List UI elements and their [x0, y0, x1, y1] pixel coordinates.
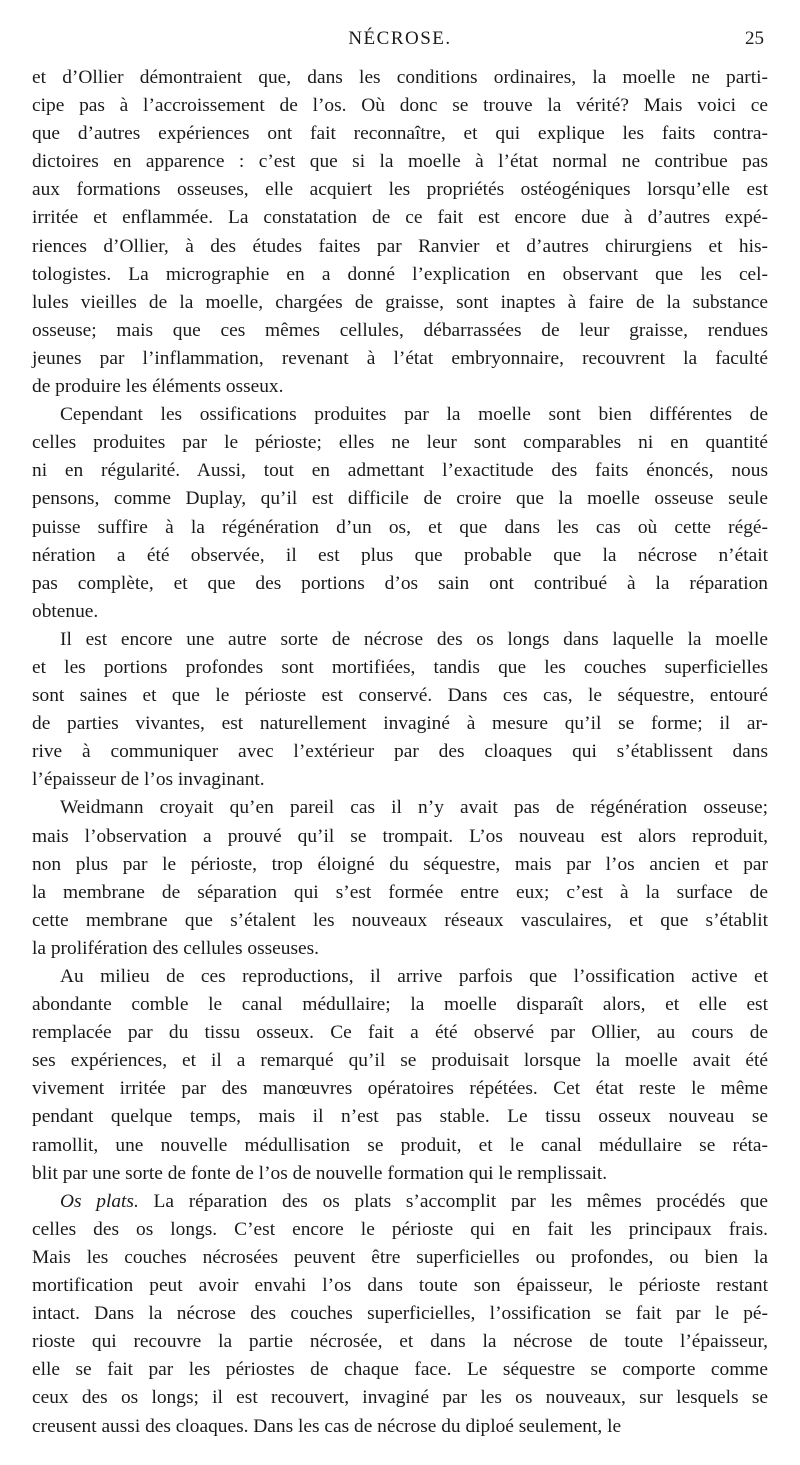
page-number: 25	[745, 28, 764, 49]
paragraph	[32, 401, 768, 626]
text-line: mais l’observation a prouvé qu’il se trompait. L’os nouveau est alors reproduit,	[32, 825, 768, 847]
text-line: ni en régularité. Aussi, tout en admettant l’exactitude des faits énoncés, nous	[32, 460, 768, 482]
text-line: osseuse; mais que ces mêmes cellules, débarrassées de leur graisse, rendues	[32, 319, 768, 341]
text-line: mortification peut avoir envahi l’os dans toute son épaisseur, le périoste restant	[32, 1275, 768, 1297]
running-title: NÉCROSE.	[348, 28, 452, 49]
text-line: Mais les couches nécrosées peuvent être superficielles ou profondes, ou bien la	[32, 1246, 768, 1268]
text-line: de produire les éléments osseux.	[32, 376, 284, 398]
text-line: cipe pas à l’accroissement de l’os. Où donc se trouve la vérité? Mais voici ce	[32, 95, 768, 117]
text-line: obtenue.	[32, 600, 99, 622]
text-line: celles produites par le périoste; elles ne leur sont comparables ni en quantité	[32, 432, 768, 454]
text-line: irritée et enflammée. La constatation de ce fait est encore due à d’autres expé-	[32, 207, 768, 229]
paragraph	[32, 1188, 768, 1441]
section-lead: Os plats.	[60, 1190, 139, 1212]
text-line: jeunes par l’inflammation, revenant à l’état embryonnaire, recouvrent la faculté	[32, 347, 768, 369]
text-line: pensons, comme Duplay, qu’il est difficile de croire que la moelle osseuse seule	[32, 488, 768, 510]
text-line: nération a été observée, il est plus que probable que la nécrose n’était	[32, 544, 768, 566]
page-body	[32, 64, 768, 1441]
paragraph	[32, 963, 768, 1188]
text-line: remplacée par du tissu osseux. Ce fait a été observé par Ollier, au cours de	[32, 1022, 768, 1044]
text-line: blit par une sorte de fonte de l’os de nouvelle formation qui le remplissait.	[32, 1162, 608, 1184]
text-line: tologistes. La micrographie en a donné l’explication en observant que les cel-	[32, 263, 768, 285]
text-line: dictoires en apparence : c’est que si la moelle à l’état normal ne contribue pas	[32, 151, 768, 173]
text-line: que d’autres expériences ont fait reconnaître, et qui explique les faits contra-	[32, 123, 768, 145]
text-line: ramollit, une nouvelle médullisation se produit, et le canal médullaire se réta-	[32, 1134, 768, 1156]
text-line: ses expériences, et il a remarqué qu’il se produisait lorsque la moelle avait été	[32, 1050, 768, 1072]
text-line: pas complète, et que des portions d’os sain ont contribué à la réparation	[32, 572, 768, 594]
text-line: abondante comble le canal médullaire; la moelle disparaît alors, et elle est	[32, 994, 768, 1016]
text-line: pendant quelque temps, mais il n’est pas stable. Le tissu osseux nouveau se	[32, 1106, 768, 1128]
text-line: Il est encore une autre sorte de nécrose des os longs dans laquelle la moelle	[60, 628, 768, 650]
text-line: creusent aussi des cloaques. Dans les cas de nécrose du diploé seulement, le	[32, 1415, 622, 1437]
text-line: puisse suffire à la régénération d’un os, et que dans les cas où cette régé-	[32, 516, 768, 538]
text-line: lules vieilles de la moelle, chargées de graisse, sont inaptes à faire de la substance	[32, 291, 768, 313]
text-line: ceux des os longs; il est recouvert, invaginé par les os nouveaux, sur lesquels se	[32, 1387, 768, 1409]
text-line: rioste qui recouvre la partie nécrosée, et dans la nécrose de toute l’épaisseur,	[32, 1331, 768, 1353]
text-line: la membrane de séparation qui s’est formée entre eux; c’est à la surface de	[32, 881, 768, 903]
text-line: riences d’Ollier, à des études faites par Ranvier et d’autres chirurgiens et his-	[32, 235, 768, 257]
text-line: de parties vivantes, est naturellement invaginé à mesure qu’il se forme; il ar-	[32, 713, 768, 735]
text-line: Au milieu de ces reproductions, il arrive parfois que l’ossification active et	[60, 966, 768, 987]
text-line: Cependant les ossifications produites par la moelle sont bien différentes de	[60, 404, 768, 426]
paragraph	[32, 64, 768, 401]
text-line: et d’Ollier démontraient que, dans les conditions ordinaires, la moelle ne parti-	[32, 67, 768, 88]
text-line: rive à communiquer avec l’extérieur par des cloaques qui s’établissent dans	[32, 741, 768, 763]
text-line	[32, 1188, 768, 1216]
text-line: cette membrane que s’étalent les nouveaux réseaux vasculaires, et que s’établit	[32, 909, 768, 931]
text-line: Weidmann croyait qu’en pareil cas il n’y avait pas de régénération osseuse;	[60, 797, 768, 819]
running-header	[32, 28, 768, 56]
text-line: aux formations osseuses, elle acquiert les propriétés ostéogéniques lorsqu’elle est	[32, 179, 768, 201]
text-line: sont saines et que le périoste est conservé. Dans ces cas, le séquestre, entouré	[32, 685, 768, 707]
text-line: non plus par le périoste, trop éloigné du séquestre, mais par l’os ancien et par	[32, 853, 768, 875]
text-line: et les portions profondes sont mortifiées, tandis que les couches superficielles	[32, 656, 768, 678]
text-line: celles des os longs. C’est encore le périoste qui en fait les principaux frais.	[32, 1218, 768, 1240]
text-line: vivement irritée par des manœuvres opératoires répétées. Cet état reste le même	[32, 1078, 768, 1100]
paragraph	[32, 794, 768, 963]
text-line: l’épaisseur de l’os invaginant.	[32, 769, 265, 791]
paragraph	[32, 626, 768, 795]
text-line: la prolifération des cellules osseuses.	[32, 937, 320, 959]
text-line: intact. Dans la nécrose des couches superficielles, l’ossification se fait par le pé-	[32, 1303, 768, 1325]
text-line-rest: La réparation des os plats s’accomplit par les mêmes procédés que	[138, 1190, 768, 1212]
text-line: elle se fait par les périostes de chaque face. Le séquestre se comporte comme	[32, 1359, 768, 1381]
